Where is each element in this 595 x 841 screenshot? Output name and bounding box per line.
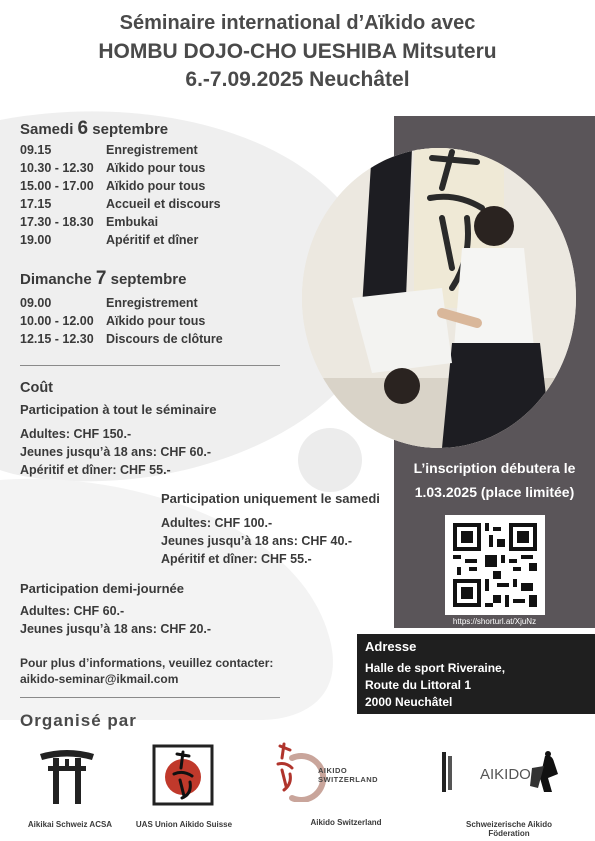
qr-code[interactable]	[445, 515, 545, 615]
schedule-activity: Apéritif et dîner	[106, 233, 199, 247]
schedule-activity: Aïkido pour tous	[106, 179, 206, 193]
registration-line-2: 1.03.2025 (place limitée)	[414, 484, 575, 500]
schedule-row	[20, 314, 280, 332]
aikikai-schweiz-logo	[36, 740, 98, 806]
schedule-row	[20, 233, 280, 251]
organizers-title: Organisé par	[20, 711, 137, 730]
schedule-time: 19.00	[20, 233, 52, 247]
saturday-label: Samedi	[20, 121, 74, 138]
sunday-day-number: 7	[95, 268, 107, 289]
cost-title: Coût	[20, 380, 54, 396]
schedule-activity: Accueil et discours	[106, 197, 221, 211]
address-title: Adresse	[365, 639, 417, 654]
qr-code-icon	[445, 515, 545, 615]
title-date-location: 6.-7.09.2025 Neuchâtel	[185, 68, 410, 91]
schedule-activity: Enregistrement	[106, 296, 198, 310]
schedule-activity: Aïkido pour tous	[106, 161, 206, 175]
schedule-row	[20, 332, 280, 350]
schedule-row	[20, 296, 280, 314]
sunday-month: septembre	[110, 271, 187, 288]
price-line: Jeunes jusqu’à 18 ans: CHF 20.-	[20, 622, 212, 636]
price-line: Apéritif et dîner: CHF 55.-	[161, 552, 312, 566]
schedule-activity: Aïkido pour tous	[106, 314, 206, 328]
schedule-row	[20, 143, 280, 161]
price-line: Jeunes jusqu’à 18 ans: CHF 40.-	[161, 534, 353, 548]
schedule-time: 09.15	[20, 143, 52, 157]
address-line: 2000 Neuchâtel	[365, 695, 453, 709]
sunday-label: Dimanche	[20, 271, 92, 288]
address-line: Route du Littoral 1	[365, 678, 471, 692]
divider	[20, 697, 280, 698]
schedule-row	[20, 215, 280, 233]
address-line: Halle de sport Riveraine,	[365, 661, 506, 675]
schedule-activity: Discours de clôture	[106, 332, 223, 346]
schedule-time: 09.00	[20, 296, 52, 310]
half-day-title: Participation demi-journée	[20, 581, 184, 596]
schedule-time: 15.00 - 17.00	[20, 179, 94, 193]
divider	[20, 365, 280, 366]
logo-caption: UAS Union Aikido Suisse	[135, 820, 233, 829]
schedule-row	[20, 161, 280, 179]
torii-gate-icon	[36, 740, 98, 806]
price-line: Adultes: CHF 150.-	[20, 427, 132, 441]
schedule-time: 10.30 - 12.30	[20, 161, 94, 175]
contact-email[interactable]: aikido-seminar@ikmail.com	[20, 672, 179, 686]
saturday-only-title: Participation uniquement le samedi	[161, 491, 380, 506]
registration-line-1: L’inscription débutera le	[413, 460, 576, 476]
schedule-row	[20, 179, 280, 197]
price-line: Adultes: CHF 60.-	[20, 604, 125, 618]
schedule-row	[20, 197, 280, 215]
saf-logo	[440, 748, 570, 800]
price-line: Apéritif et dîner: CHF 55.-	[20, 463, 171, 477]
registration-notice	[394, 456, 595, 504]
logo-caption: Aikikai Schweiz ACSA	[27, 820, 113, 829]
title-line-1: Séminaire international d’Aïkido avec	[119, 12, 476, 34]
uas-logo	[152, 744, 214, 806]
schedule-activity: Enregistrement	[106, 143, 198, 157]
price-line: Adultes: CHF 100.-	[161, 516, 273, 530]
sunday-heading	[20, 268, 187, 290]
qr-url[interactable]: https://shorturl.at/XjuNz	[452, 617, 537, 626]
address-box	[357, 634, 595, 714]
schedule-time: 12.15 - 12.30	[20, 332, 94, 346]
aikido-throw-illustration	[302, 148, 576, 448]
aikido-photo	[302, 148, 576, 448]
saturday-heading	[20, 118, 168, 140]
full-seminar-title: Participation à tout le séminaire	[20, 402, 217, 417]
schedule-time: 17.30 - 18.30	[20, 215, 94, 229]
logo-caption: Schweizerische Aikido Föderation	[466, 820, 552, 838]
saturday-day-number: 6	[77, 118, 89, 139]
rising-sun-calligraphy-icon	[152, 744, 214, 806]
logo-caption: Aikido Switzerland	[310, 818, 382, 827]
schedule-time: 17.15	[20, 197, 52, 211]
schedule-time: 10.00 - 12.00	[20, 314, 94, 328]
price-line: Jeunes jusqu’à 18 ans: CHF 60.-	[20, 445, 212, 459]
saturday-month: septembre	[92, 121, 169, 138]
logo-text: AIKIDO SWITZERLAND	[318, 766, 379, 784]
schedule-activity: Embukai	[106, 215, 159, 229]
title-line-2: HOMBU DOJO-CHO UESHIBA Mitsuteru	[98, 40, 497, 63]
logo-text: AIKIDO	[480, 766, 531, 783]
contact-text: Pour plus d’informations, veuillez contacter:	[20, 656, 274, 670]
aikido-switzerland-logo	[268, 740, 408, 802]
